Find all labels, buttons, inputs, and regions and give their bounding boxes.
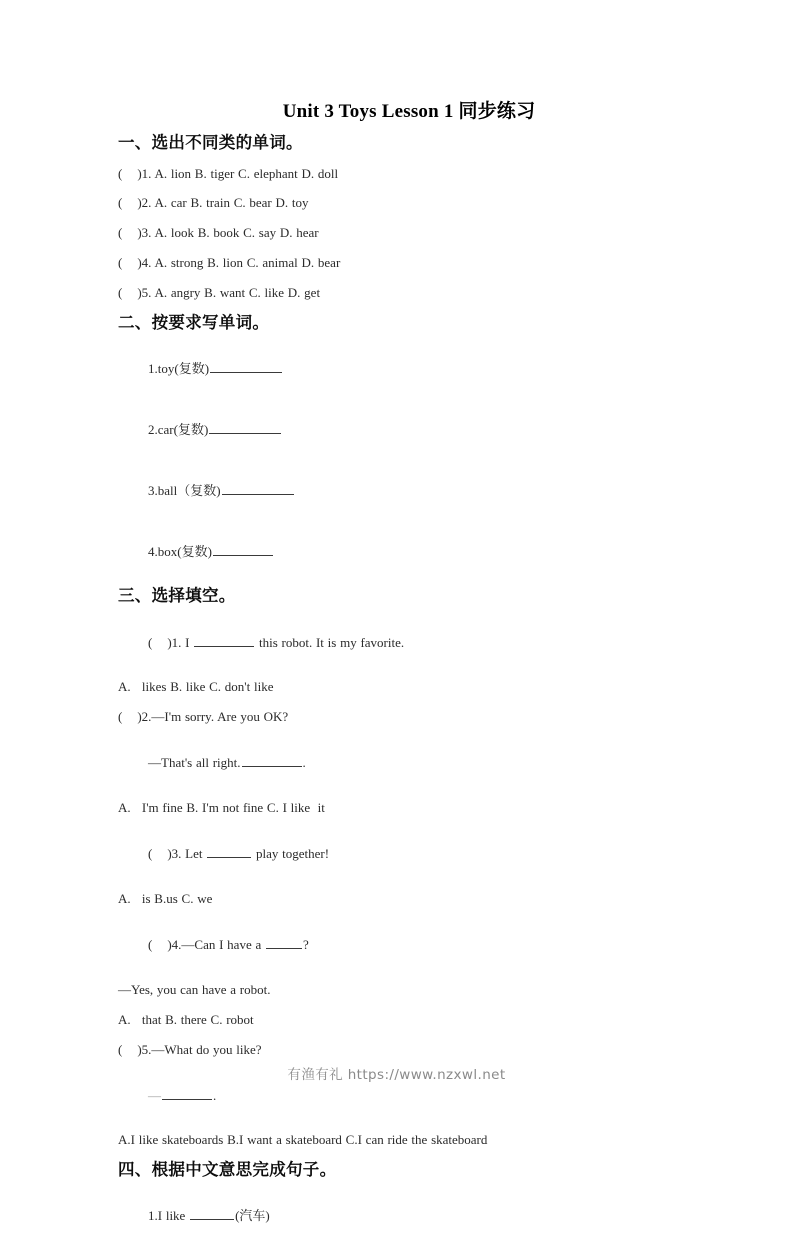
question-text-tail: . bbox=[302, 755, 306, 771]
question-item bbox=[118, 914, 678, 975]
question-item: ( )3. A. look B. book C. say D. hear bbox=[118, 225, 319, 241]
option-line: A. likes B. like C. don't like bbox=[118, 679, 274, 695]
answer-blank[interactable] bbox=[209, 422, 281, 434]
question-item: ( )5. A. angry B. want C. like D. get bbox=[118, 285, 321, 301]
question-text: 4.box(复数) bbox=[148, 543, 212, 559]
page-title: Unit 3 Toys Lesson 1 同步练习 bbox=[282, 101, 536, 122]
answer-blank[interactable] bbox=[162, 1088, 212, 1100]
question-text: — bbox=[148, 1087, 161, 1103]
question-item bbox=[118, 460, 678, 521]
question-text: 3.ball（复数) bbox=[148, 482, 221, 498]
answer-blank[interactable] bbox=[222, 483, 294, 495]
option-line: A. that B. there C. robot bbox=[118, 1011, 254, 1027]
question-item: ( )5.—What do you like? bbox=[118, 1041, 262, 1057]
question-text-tail: this robot. It is my favorite. bbox=[255, 634, 405, 650]
question-text-tail: ? bbox=[303, 936, 309, 952]
question-text: 1.I like bbox=[148, 1208, 190, 1224]
question-item bbox=[118, 612, 678, 673]
question-text-tail: . bbox=[213, 1087, 217, 1103]
question-text: 1.toy(复数) bbox=[148, 361, 210, 377]
question-text-tail: play together! bbox=[252, 846, 330, 862]
dialogue-line: —Yes, you can have a robot. bbox=[118, 981, 271, 997]
answer-blank[interactable] bbox=[210, 361, 282, 373]
question-item bbox=[118, 824, 678, 885]
answer-blank[interactable] bbox=[190, 1208, 234, 1220]
question-item bbox=[118, 400, 678, 461]
section-one bbox=[118, 129, 678, 309]
question-item bbox=[118, 521, 678, 582]
section-two-heading: 二、按要求写单词。 bbox=[118, 312, 270, 332]
answer-blank[interactable] bbox=[242, 755, 302, 767]
section-four bbox=[118, 1156, 678, 1247]
answer-blank[interactable] bbox=[266, 937, 302, 949]
question-text-tail: (汽车) bbox=[235, 1208, 270, 1224]
question-text: —That's all right. bbox=[148, 755, 241, 771]
dialogue-line bbox=[118, 733, 678, 794]
section-one-heading: 一、选出不同类的单词。 bbox=[118, 133, 303, 152]
section-three-heading: 三、选择填空。 bbox=[118, 586, 236, 606]
question-text: ( )1. I bbox=[148, 634, 194, 650]
question-item: ( )4. A. strong B. lion C. animal D. bear bbox=[118, 255, 341, 271]
question-item: ( )1. A. lion B. tiger C. elephant D. doll bbox=[118, 165, 339, 181]
question-item bbox=[118, 339, 678, 400]
answer-blank[interactable] bbox=[213, 544, 273, 556]
option-line: A. I'm fine B. I'm not fine C. I like it bbox=[118, 800, 325, 816]
option-line: A.I like skateboards B.I want a skateboard C.I can ride the skateboard bbox=[118, 1132, 488, 1148]
answer-blank[interactable] bbox=[194, 635, 254, 647]
section-two bbox=[118, 309, 678, 582]
question-text: ( )3. Let bbox=[148, 846, 207, 862]
section-four-heading: 四、根据中文意思完成句子。 bbox=[118, 1159, 337, 1179]
question-item: ( )2. A. car B. train C. bear D. toy bbox=[118, 195, 309, 211]
question-text: ( )4.—Can I have a bbox=[148, 936, 265, 952]
question-item bbox=[118, 1186, 678, 1247]
question-text: 2.car(复数) bbox=[148, 422, 209, 438]
question-item: ( )2.—I'm sorry. Are you OK? bbox=[118, 709, 289, 725]
answer-blank[interactable] bbox=[207, 846, 251, 858]
option-line: A. is B.us C. we bbox=[118, 891, 213, 907]
footer-watermark: 有渔有礼 https://www.nzxwl.net bbox=[287, 1067, 506, 1083]
